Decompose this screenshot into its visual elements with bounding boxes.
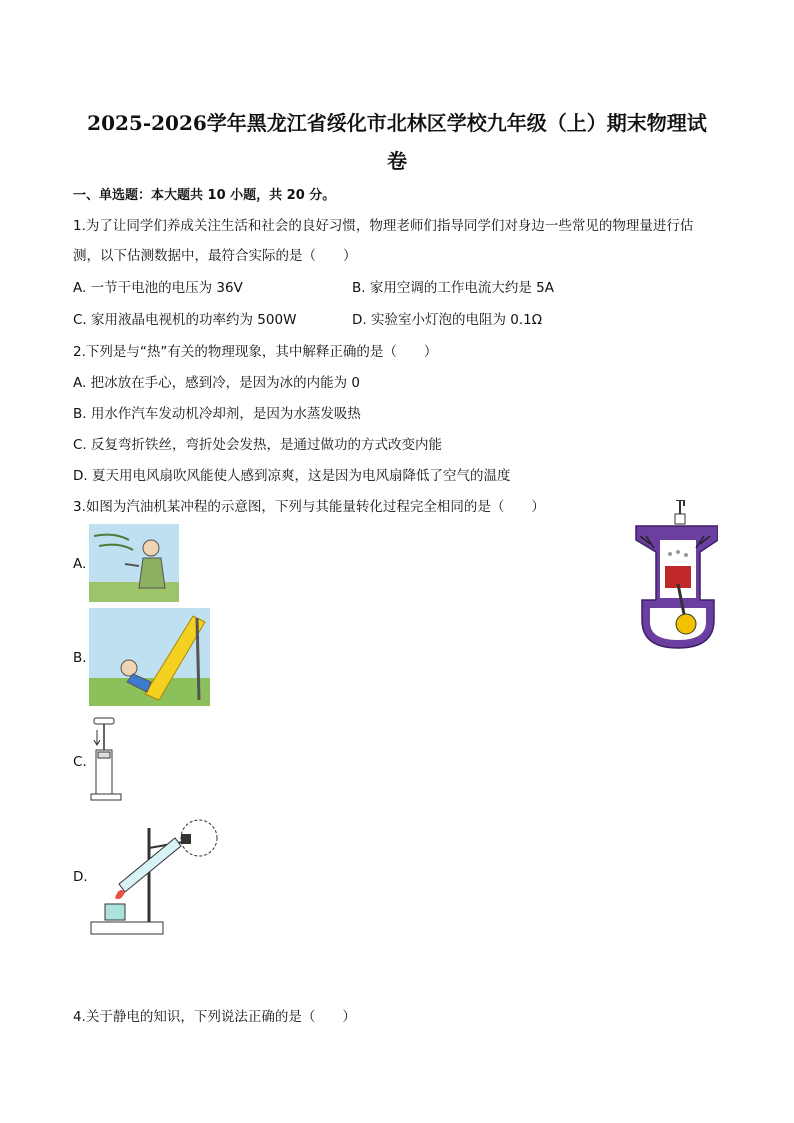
q2-option-a: A. 把冰放在手心，感到冷，是因为冰的内能为 0 bbox=[73, 375, 360, 391]
q1-stem-line-1: 1.为了让同学们养成关注生活和社会的良好习惯，物理老师们指导同学们对身边一些常见的物理量进行估 bbox=[73, 218, 694, 234]
title-line-1: 2025-2026学年黑龙江省绥化市北林区学校九年级（上）期末物理试 bbox=[87, 111, 707, 135]
section-heading: 一、单选题：本大题共 10 小题，共 20 分。 bbox=[73, 188, 336, 203]
q2-option-b: B. 用水作汽车发动机冷却剂，是因为水蒸发吸热 bbox=[73, 406, 361, 422]
q3-stem: 3.如图为汽油机某冲程的示意图，下列与其能量转化过程完全相同的是（ ） bbox=[73, 499, 545, 515]
q3-option-c-image bbox=[89, 716, 123, 802]
q3-option-d-image bbox=[89, 818, 221, 936]
q3-option-d-label: D. bbox=[73, 869, 88, 885]
title-line-2: 卷 bbox=[387, 149, 407, 173]
q1-option-d: D. 实验室小灯泡的电阻为 0.1Ω bbox=[352, 312, 543, 328]
q2-stem: 2.下列是与“热”有关的物理现象，其中解释正确的是（ ） bbox=[73, 344, 438, 360]
engine-stroke-diagram bbox=[632, 500, 718, 650]
q3-option-b-label: B. bbox=[73, 650, 87, 666]
exam-title bbox=[60, 104, 734, 180]
q1-option-a: A. 一节干电池的电压为 36V bbox=[73, 280, 243, 296]
q1-option-b: B. 家用空调的工作电流大约是 5A bbox=[352, 280, 554, 296]
q1-option-c: C. 家用液晶电视机的功率约为 500W bbox=[73, 312, 297, 328]
q2-option-c: C. 反复弯折铁丝，弯折处会发热，是通过做功的方式改变内能 bbox=[73, 437, 443, 453]
q3-option-c-label: C. bbox=[73, 754, 87, 770]
q4-stem: 4.关于静电的知识，下列说法正确的是（ ） bbox=[73, 1009, 356, 1025]
q3-option-a-image bbox=[89, 524, 179, 602]
q1-stem-line-2: 测，以下估测数据中，最符合实际的是（ ） bbox=[73, 248, 357, 264]
q3-option-a-label: A. bbox=[73, 556, 87, 572]
q3-option-b-image bbox=[89, 608, 210, 706]
q2-option-d: D. 夏天用电风扇吹风能使人感到凉爽，这是因为电风扇降低了空气的温度 bbox=[73, 468, 511, 484]
